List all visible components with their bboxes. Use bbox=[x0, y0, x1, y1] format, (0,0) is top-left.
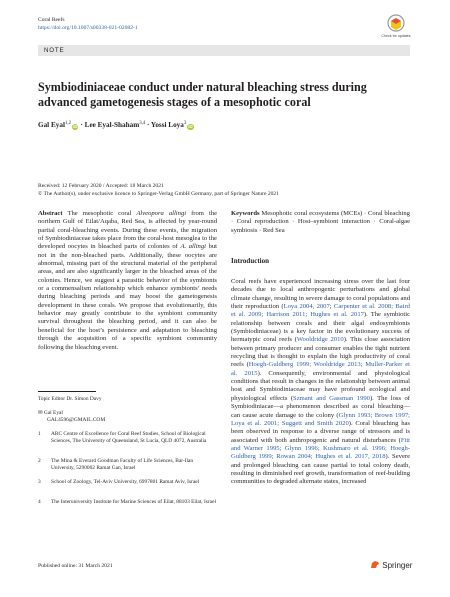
author-name: Lee Eyal-Shaham bbox=[84, 121, 140, 129]
citation-link[interactable]: Carpenter et al. 2008; Baird et al. 2009; Harrison 2011; Hughes et al. 2017 bbox=[231, 303, 410, 319]
author-name: Yossi Loya bbox=[150, 121, 184, 129]
author-affiliation: 1,2 bbox=[64, 121, 71, 126]
keywords-text: Mesophotic coral ecosystems (MCEs) · Coral bleaching · Coral reproduction · Host–symbiont interaction · Coral-algae symbiosis · Red Sea bbox=[231, 210, 410, 234]
affiliation-number: 4 bbox=[38, 499, 41, 505]
check-for-updates-label: Check for updates bbox=[381, 34, 411, 38]
author-list: Gal Eyal$^{1,2}$ iD · Lee Eyal-Shaham$^{3,4}$ · Yossi Loya$^3$ iD bbox=[38, 121, 193, 129]
affiliation-item bbox=[38, 479, 217, 486]
envelope-icon: ✉ bbox=[38, 410, 43, 416]
doi-link[interactable]: https://doi.org/10.1007/s00338-021-02082-1 bbox=[38, 25, 138, 31]
affiliation-item bbox=[38, 499, 217, 506]
abstract-text: but not in the non-bleached parts. Additionally, these oocytes are abnormal, missing part of the structural material of the peripheral areas, and are also significantly larger in the bleached areas of the colonies. Hence, we suggest a parasitic behavior of the symbionts or a commensalism relationship which enhance symbionts’ needs during bleaching periods and may boost the gametogenesis development in these corals. We propose that evolutionarily, this behavior may greatly contribute to the symbiont community survival throughout the bleaching period, and it can also be beneficial for the host’s persistence and adaptation to bleaching through the acquisition of a specific symbiont community following the bleaching event. bbox=[38, 243, 218, 351]
note-banner bbox=[38, 45, 410, 56]
affiliation-text: ARC Centre of Excellence for Coral Reef Studies, School of Biological Sciences, The University of Queensland, St Lucia, QLD 4072, Australia bbox=[51, 431, 207, 444]
note-label: NOTE bbox=[44, 46, 65, 54]
footnote-divider bbox=[38, 391, 96, 392]
citation-link[interactable]: Glynn 1993; Brown 1997; Loya et al. 2001; Suggett and Smith 2020 bbox=[231, 411, 410, 427]
intro-text: ). The loss of Symbiodiniacae—a phenomenon described as coral bleaching—can cause acute damage to the colony ( bbox=[231, 394, 410, 419]
author-name: Gal Eyal bbox=[38, 121, 65, 129]
citation-link[interactable]: Wooldridge 2010 bbox=[296, 336, 344, 344]
springer-horse-icon bbox=[370, 560, 380, 569]
affiliation-number: 3 bbox=[38, 479, 41, 485]
intro-text: ; bbox=[329, 303, 334, 311]
journal-name: Coral Reefs bbox=[38, 17, 65, 23]
citation-link[interactable]: Hoegh-Guldberg 1999; Wooldridge 2013; Muller-Parker et al. 2015 bbox=[231, 361, 411, 377]
received-accepted-dates: Received: 12 February 2020 / Accepted: 18 March 2021 bbox=[38, 183, 164, 189]
keywords-label: Keywords bbox=[231, 210, 260, 217]
springer-wordmark: Springer bbox=[382, 561, 413, 570]
introduction-heading: Introduction bbox=[231, 257, 269, 265]
intro-text: ). Severe and prolonged bleaching can cause partial to total colony death, resulting in diminished reef growth, transformation of reef-building communities to degraded alternate states, increased bbox=[231, 453, 410, 486]
paper-title: Symbiodiniaceae conduct under natural bleaching stress during advanced gametogenesis stages of a mesophotic coral bbox=[38, 80, 367, 109]
citation-link[interactable]: Fitt and Warner 1995; Glynn 1996; Kushmaro et al. 1996; Hoegh-Guldberg 1999; Rowan 2004; Hughes et al. 2017, 2018 bbox=[231, 436, 410, 461]
springer-logo bbox=[370, 560, 412, 570]
intro-text: ). This close association between primary producer and consumer enables the tight nutrient recycling that is thought to explain the high productivity of coral reefs ( bbox=[231, 336, 410, 369]
affiliation-item bbox=[38, 458, 217, 471]
orcid-icon[interactable]: iD bbox=[72, 123, 78, 129]
species-name: Alveopora allingi bbox=[136, 210, 187, 217]
intro-text: Coral reefs have experienced increasing stress over the last four decades due to local anthropogenic perturbations and global climate change, resulting in severe damage to coral populations and their reproduction ( bbox=[231, 278, 410, 311]
species-name: A. allingi bbox=[180, 243, 206, 251]
abstract-section bbox=[38, 210, 217, 352]
affiliation-text: The Interuniversity Institute for Marine Sciences of Eilat, 88103 Eilat, Israel bbox=[51, 499, 216, 505]
intro-text: ). Coral bleaching has been observed in response to a diverse range of stressors and is associated with both anthropogenic and natural disturbances ( bbox=[231, 419, 410, 444]
affiliation-text: School of Zoology, Tel-Aviv University, 6997801 Ramat Aviv, Israel bbox=[51, 479, 200, 485]
citation-link[interactable]: Loya 2004, 2007 bbox=[283, 303, 330, 311]
intro-text: ). The symbiotic relationship between corals and their algal endosymbionts (Symbiodiniaceae) is a key factor in the evolutionary success of hermatypic coral reefs ( bbox=[231, 311, 411, 344]
intro-text: ). Consequently, environmental and physiological conditions that result in changes in the relationship between animal host and Symbiodiniaceae may have profound ecological and physiological effects ( bbox=[231, 369, 410, 402]
published-date: Published online: 31 March 2021 bbox=[38, 563, 113, 569]
author-affiliation: 3,4 bbox=[139, 121, 146, 126]
keywords-section bbox=[231, 210, 410, 235]
affiliation-item bbox=[38, 431, 217, 444]
affiliation-number: 1 bbox=[38, 431, 41, 437]
citation-link[interactable]: Szmant and Gassman 1990 bbox=[293, 394, 370, 402]
corresponding-email[interactable]: GAL4596@GMAIL.COM bbox=[47, 416, 106, 423]
orcid-icon[interactable]: iD bbox=[188, 123, 193, 129]
abstract-text: The mesophotic coral bbox=[67, 210, 137, 217]
corresponding-author bbox=[38, 410, 105, 423]
corresponding-name: Gal Eyal bbox=[43, 410, 63, 416]
topic-editor: Topic Editor Dr. Simon Davy bbox=[38, 396, 102, 402]
affiliation-number: 2 bbox=[38, 458, 41, 464]
author-affiliation: 3 bbox=[183, 121, 187, 126]
abstract-text: from the northern Gulf of Eilat/Aqaba, Red Sea, is affected by year-round partial coral-bleaching events. During these events, the migration of Symbiodiniaceae takes place from the coral-host mesoglea to the developed oocytes in bleached parts of colonies of bbox=[38, 210, 217, 251]
abstract-label: Abstract bbox=[38, 210, 63, 217]
copyright-notice: © The Author(s), under exclusive licence to Springer-Verlag GmbH Germany, part of Springer Nature 2021 bbox=[38, 191, 280, 197]
affiliation-text: The Mina & Everard Goodman Faculty of Life Sciences, Bar-Ilan University, 5290002 Ramat Gan, Israel bbox=[51, 458, 194, 471]
introduction-body bbox=[231, 278, 410, 487]
